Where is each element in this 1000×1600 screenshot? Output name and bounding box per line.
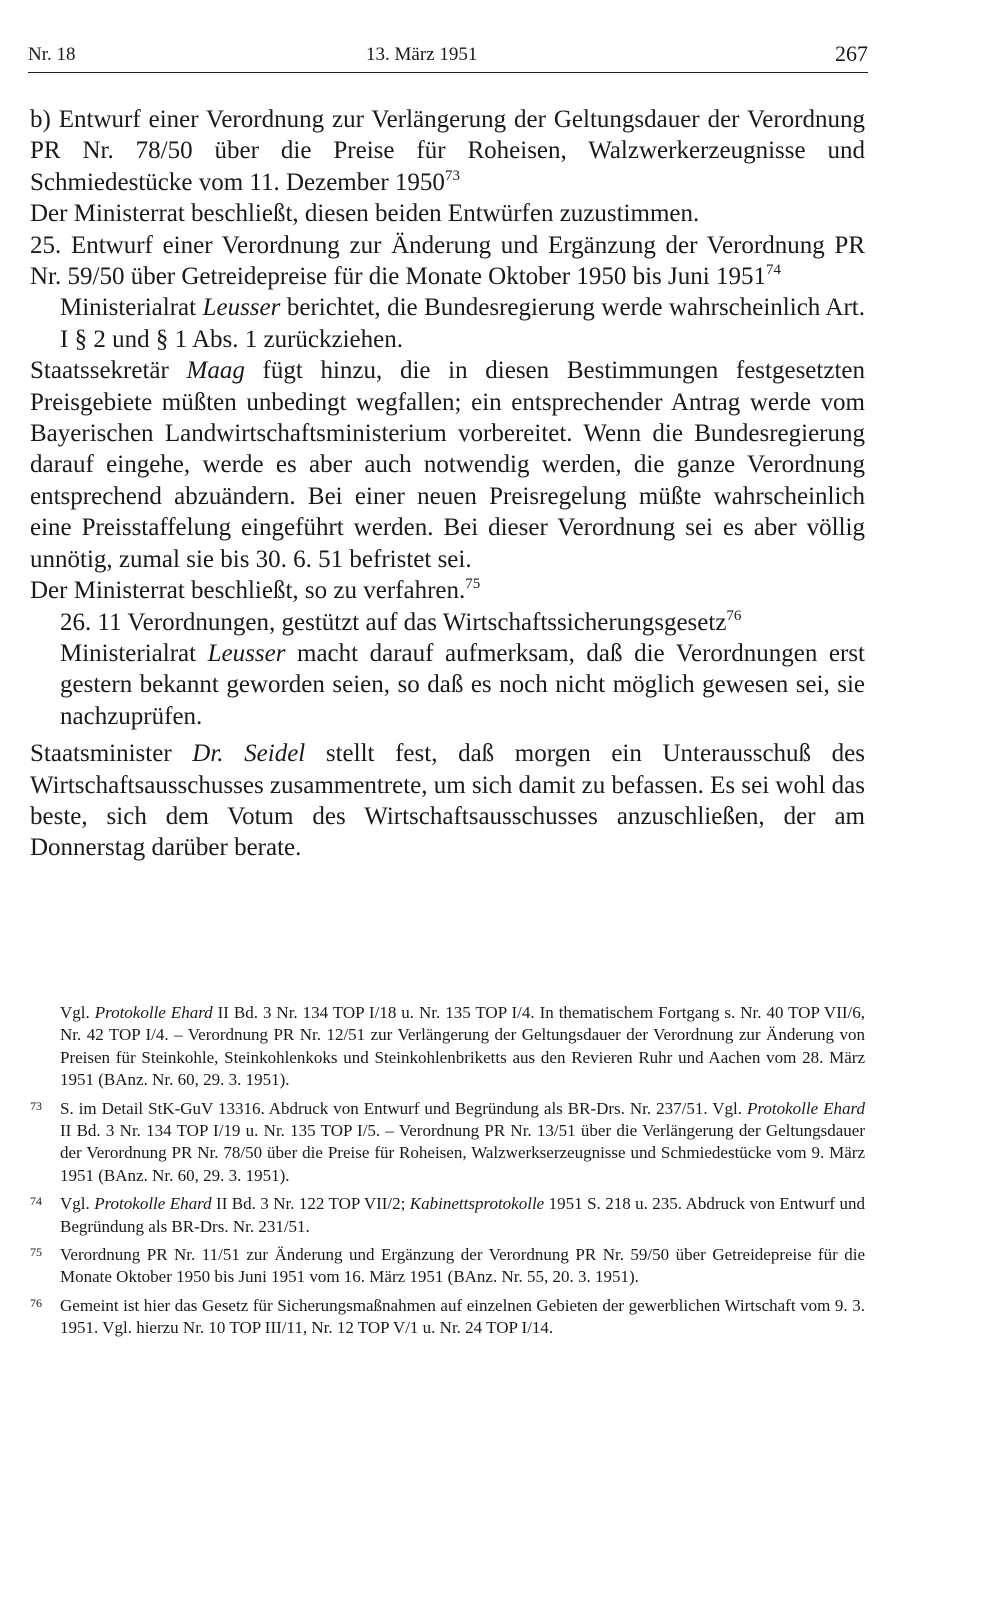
speaker-title: Ministerialrat	[60, 639, 208, 667]
speech-text: berichtet, die Bundesregierung werde wahrscheinlich Art. I § 2 und § 1 Abs. 1 zurückziehen.	[60, 294, 865, 353]
agenda-item-25	[30, 230, 865, 293]
leusser-report	[30, 292, 865, 355]
footnote-citation: Protokolle Ehard	[747, 1098, 865, 1118]
footnote-73	[30, 1098, 865, 1188]
footnote-text: S. im Detail StK-GuV 13316. Abdruck von Entwurf und Begründung als BR-Drs. Nr. 237/51. Vgl.	[60, 1098, 748, 1118]
footnote-text: Vgl.	[60, 1003, 95, 1022]
issue-number: Nr. 18	[28, 44, 76, 65]
speech-text: fügt hinzu, die in diesen Bestimmungen festgesetzten Preisgebiete müßten unbedingt wegfallen; ein entsprechender Antrag werde vom Bayerischen Landwirtschaftsministerium vorbereitet. Wenn die Bundesregierung darauf eingehe, werde es aber auch notwendig werden, die ganze Verordnung entsprechend abzuändern. Bei einer neuen Preisregelung müßte wahrscheinlich eine Preisstaffelung eingeführt werden. Bei dieser Verordnung sei es aber völlig unnötig, zumal sie bis 30. 6. 51 befristet sei.	[30, 357, 865, 573]
main-text	[30, 104, 865, 864]
footnote-text: II Bd. 3 Nr. 134 TOP I/18 u. Nr. 135 TOP I/4. In thematischem Fortgang s. Nr. 40 TOP VII/6, Nr. 42 TOP I/4. – Verordnung PR Nr. 12/51 zur Verlängerung der Geltungsdauer der Verordnung zur Änderung von Preisen für Steinkohle, Steinkohlenkoks und Steinkohlenbriketts aus den Revieren Ruhr und Aachen vom 28. März 1951 (BAnz. Nr. 60, 29. 3. 1951).	[60, 1003, 866, 1090]
footnote-number: 74	[30, 1194, 42, 1209]
footnote-number: 73	[30, 1098, 42, 1113]
footnote-citation: Protokolle Ehard	[94, 1194, 212, 1214]
footnote-ref-73: 73	[444, 167, 460, 184]
footnote-text: Verordnung PR Nr. 11/51 zur Änderung und Ergänzung der Verordnung PR Nr. 59/50 über Getreidepreise für die Monate Oktober 1950 bis Juni 1951 vom 16. März 1951 (BAnz. Nr. 55, 20. 3. 1951).	[60, 1245, 865, 1287]
agenda-item-25-text: 25. Entwurf einer Verordnung zur Änderung und Ergänzung der Verordnung PR Nr. 59/50 über Getreidepreise für die Monate Oktober 1950 bis Juni 1951	[30, 231, 865, 291]
footnote-number: 76	[30, 1295, 42, 1310]
footnote-text: Gemeint ist hier das Gesetz für Sicherungsmaßnahmen auf einzelnen Gebieten der gewerblichen Wirtschaft vom 9. 3. 1951. Vgl. hierzu Nr. 10 TOP III/11, Nr. 12 TOP V/1 u. Nr. 24 TOP I/14.	[60, 1295, 865, 1338]
footnote-text: II Bd. 3 Nr. 122 TOP VII/2;	[211, 1194, 410, 1214]
speaker-title: Staatsminister	[30, 740, 193, 768]
decision-text: Der Ministerrat beschließt, so zu verfahren.	[30, 577, 466, 605]
page-number: 267	[835, 41, 868, 66]
speaker-name: Leusser	[202, 294, 281, 322]
footnote-citation: Protokolle Ehard	[94, 1003, 213, 1022]
footnote-ref-74: 74	[765, 262, 781, 279]
header-date: 13. März 1951	[366, 44, 478, 65]
footnote-text: II Bd. 3 Nr. 134 TOP I/19 u. Nr. 135 TOP I/5. – Verordnung PR Nr. 13/51 über die Verlängerung der Geltungsdauer der Verordnung PR Nr. 78/50 über die Preise für Roheisen, Walzwerkserzeugnisse und Schmiedestücke vom 9. März 1951 (BAnz. Nr. 60, 29. 3. 1951).	[60, 1121, 865, 1185]
speech-text: macht darauf aufmerksam, daß die Verordnungen erst gestern bekannt geworden seien, so daß es noch nicht möglich gewesen sei, sie nachzuprüfen.	[60, 639, 865, 730]
footnote-74	[30, 1193, 865, 1238]
decision-paragraph: Der Ministerrat beschließt, diesen beiden Entwürfen zuzustimmen.	[30, 200, 700, 228]
agenda-item-b-text: b) Entwurf einer Verordnung zur Verlängerung der Geltungsdauer der Verordnung PR Nr. 78/50 über die Preise für Roheisen, Walzwerkerzeugnisse und Schmiedestücke vom 11. Dezember 1950	[30, 106, 865, 196]
footnote-75	[30, 1244, 865, 1289]
footnote-ref-75: 75	[465, 576, 481, 593]
footnote-text: 1951 S. 218 u. 235. Abdruck von Entwurf und Begründung als BR-Drs. Nr. 231/51.	[60, 1194, 866, 1236]
running-header	[28, 41, 868, 73]
speaker-title: Ministerialrat	[60, 294, 203, 322]
footnote-continued	[30, 1002, 865, 1092]
footnote-number: 75	[30, 1245, 42, 1260]
leusser-remark	[30, 638, 865, 732]
footnote-ref-76: 76	[726, 607, 742, 624]
maag-statement	[30, 355, 865, 575]
seidel-statement	[30, 738, 865, 864]
speaker-name: Maag	[186, 357, 245, 385]
speech-text: stellt fest, daß morgen ein Unterausschuß des Wirtschaftsausschusses zusammentrete, um sich damit zu befassen. Es sei wohl das beste, sich dem Votum des Wirtschaftsausschusses anzuschließen, der am Donnerstag darüber berate.	[30, 740, 865, 862]
footnote-76	[30, 1295, 865, 1340]
speaker-title: Staatssekretär	[30, 357, 187, 385]
footnote-text: Vgl.	[60, 1194, 95, 1214]
agenda-item-b	[30, 104, 865, 198]
decision-paragraph	[30, 575, 865, 606]
agenda-item-26-text: 26. 11 Verordnungen, gestützt auf das Wirtschaftssicherungsgesetz	[60, 608, 727, 636]
footnote-citation: Kabinettsprotokolle	[409, 1194, 545, 1214]
agenda-item-26	[30, 607, 865, 638]
speaker-name: Dr. Seidel	[192, 740, 306, 768]
footnotes	[30, 1002, 865, 1346]
speaker-name: Leusser	[207, 639, 286, 667]
